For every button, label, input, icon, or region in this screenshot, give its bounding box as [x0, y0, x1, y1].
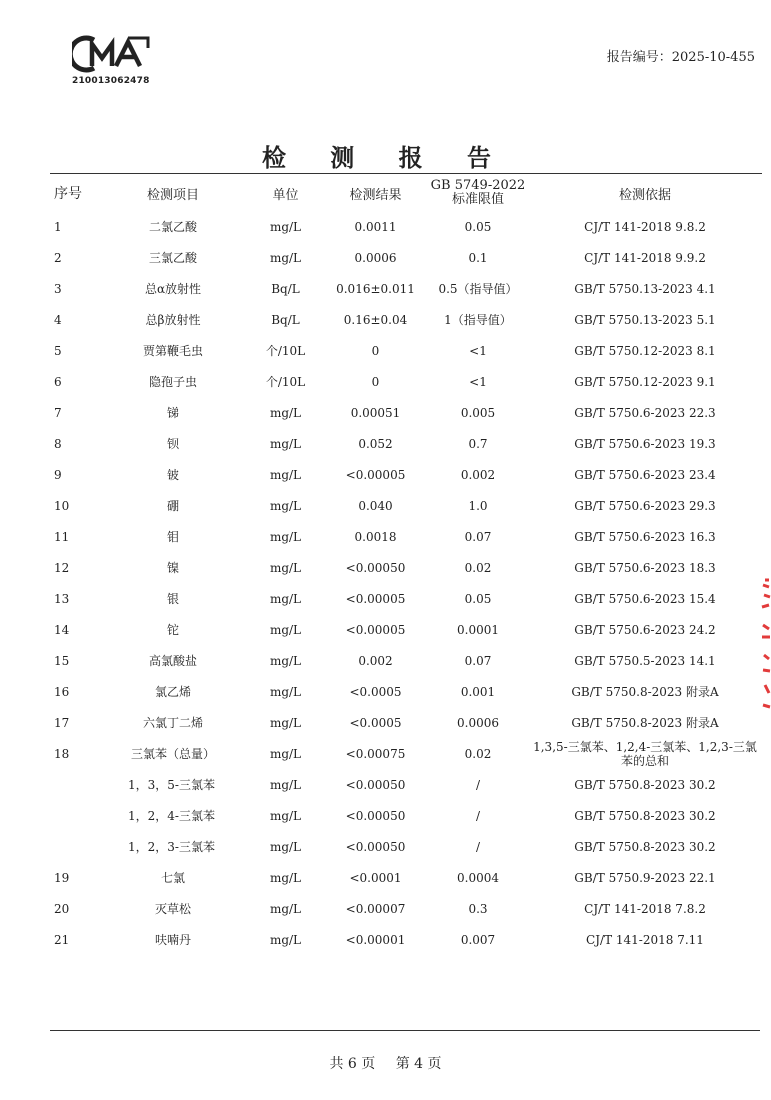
test-method: GB/T 5750.8-2023 30.2 [574, 839, 716, 854]
test-method: GB/T 5750.12-2023 8.1 [574, 343, 716, 358]
test-result: 0.016±0.011 [336, 281, 415, 296]
report-number: 报告编号：2025-10-455 [606, 50, 755, 65]
table-row [50, 521, 762, 552]
test-item: 七氯 [160, 871, 185, 885]
standard-limit: 0.3 [468, 901, 488, 916]
results-table [50, 175, 762, 955]
test-result: <0.00050 [345, 560, 406, 575]
row-number: 18 [54, 746, 70, 761]
table-row [50, 645, 762, 676]
row-number: 13 [54, 591, 70, 606]
standard-limit: 0.02 [464, 746, 492, 761]
cma-logo [72, 34, 154, 86]
row-number: 11 [54, 529, 70, 544]
table-row [50, 490, 762, 521]
table-row [50, 304, 762, 335]
test-method: GB/T 5750.8-2023 30.2 [574, 777, 716, 792]
row-number: 5 [54, 343, 62, 358]
test-result: <0.00050 [345, 839, 406, 854]
table-row [50, 800, 762, 831]
row-number: 3 [54, 281, 62, 296]
test-method: GB/T 5750.6-2023 19.3 [574, 436, 716, 451]
unit: 个/10L [265, 375, 306, 389]
standard-limit: <1 [469, 374, 487, 389]
test-item: 银 [166, 592, 179, 606]
standard-limit: / [475, 777, 481, 792]
table-row [50, 769, 762, 800]
unit: 个/10L [265, 344, 306, 358]
test-result: <0.00001 [345, 932, 406, 947]
col-header-standard-code: GB 5749-2022 [430, 178, 526, 193]
test-method: GB/T 5750.8-2023 30.2 [574, 808, 716, 823]
standard-limit: 0.002 [460, 467, 496, 482]
test-item: 六氯丁二烯 [142, 716, 203, 730]
row-number: 2 [54, 250, 62, 265]
unit: mg/L [269, 529, 302, 544]
test-item: 1，2，4-三氯苯 [128, 809, 215, 823]
table-row [50, 366, 762, 397]
test-result: 0.0006 [354, 250, 397, 265]
test-result: <0.0001 [349, 870, 402, 885]
row-number: 10 [54, 498, 70, 513]
test-result: <0.00075 [345, 746, 406, 761]
current-page: 第 4 页 [395, 1056, 442, 1072]
unit: mg/L [269, 467, 302, 482]
unit: mg/L [269, 808, 302, 823]
cma-certificate-number: 210013062478 [72, 76, 150, 86]
test-item: 钡 [166, 437, 179, 451]
row-number: 1 [54, 219, 62, 234]
table-row [50, 335, 762, 366]
test-result: <0.00005 [345, 591, 406, 606]
unit: Bq/L [271, 312, 300, 327]
test-method: CJ/T 141-2018 7.11 [586, 932, 704, 947]
standard-limit: 0.005 [460, 405, 496, 420]
test-item: 高氯酸盐 [148, 654, 197, 668]
test-result: 0 [371, 374, 380, 389]
unit: mg/L [269, 250, 302, 265]
row-number: 4 [54, 312, 62, 327]
standard-limit: 0.05 [464, 219, 492, 234]
row-number: 16 [54, 684, 70, 699]
test-method: GB/T 5750.8-2023 附录A [571, 685, 719, 699]
table-row [50, 242, 762, 273]
footer-rule [50, 1030, 760, 1031]
test-method: CJ/T 141-2018 9.8.2 [584, 219, 706, 234]
row-number: 20 [54, 901, 70, 916]
table-row [50, 459, 762, 490]
page-title: 检 测 报 告 [261, 143, 510, 172]
standard-limit: 1.0 [468, 498, 488, 513]
test-item: 三氯苯（总量） [130, 747, 215, 761]
test-item: 镍 [166, 561, 179, 575]
test-item: 总β放射性 [145, 313, 201, 327]
col-header-item: 检测项目 [146, 187, 199, 203]
row-number [50, 831, 98, 862]
standard-limit: 0.0006 [457, 715, 499, 730]
test-method: GB/T 5750.12-2023 9.1 [574, 374, 716, 389]
row-number: 14 [54, 622, 70, 637]
col-header-basis: 检测依据 [618, 187, 671, 203]
standard-limit: / [475, 808, 481, 823]
test-result: 0 [371, 343, 380, 358]
standard-limit: 0.07 [464, 653, 492, 668]
unit: mg/L [269, 839, 302, 854]
table-row [50, 614, 762, 645]
test-result: 0.0018 [354, 529, 397, 544]
row-number: 15 [54, 653, 70, 668]
unit: mg/L [269, 591, 302, 606]
test-result: <0.0005 [349, 684, 402, 699]
test-method: 1,3,5-三氯苯、1,2,4-三氯苯、1,2,3-三氯苯的总和 [533, 739, 757, 768]
unit: mg/L [269, 901, 302, 916]
col-header-standard-limit: 标准限值 [451, 192, 504, 207]
table-row [50, 583, 762, 614]
test-method: CJ/T 141-2018 7.8.2 [584, 901, 706, 916]
row-number: 6 [54, 374, 62, 389]
page-footer [0, 1053, 771, 1073]
test-result: 0.002 [358, 653, 393, 668]
col-header-unit: 单位 [272, 187, 299, 203]
test-item: 1，3，5-三氯苯 [128, 778, 215, 792]
cma-seal-icon [72, 34, 152, 74]
test-result: 0.040 [358, 498, 393, 513]
row-number: 9 [54, 467, 62, 482]
row-number: 21 [54, 932, 70, 947]
row-number: 7 [54, 405, 62, 420]
table-row [50, 707, 762, 738]
standard-limit: / [475, 839, 481, 854]
standard-limit: 0.05 [464, 591, 492, 606]
test-method: GB/T 5750.13-2023 5.1 [574, 312, 716, 327]
unit: mg/L [269, 684, 302, 699]
table-row [50, 738, 762, 769]
test-item: 铍 [166, 468, 179, 482]
test-result: <0.0005 [349, 715, 402, 730]
test-method: GB/T 5750.5-2023 14.1 [574, 653, 716, 668]
unit: mg/L [269, 436, 302, 451]
test-method: GB/T 5750.8-2023 附录A [571, 716, 719, 730]
standard-limit: 0.007 [460, 932, 496, 947]
unit: Bq/L [271, 281, 300, 296]
test-result: <0.00005 [345, 467, 406, 482]
table-row [50, 862, 762, 893]
unit: mg/L [269, 498, 302, 513]
total-pages: 共 6 页 [329, 1056, 376, 1072]
row-number: 17 [54, 715, 70, 730]
test-result: <0.00005 [345, 622, 406, 637]
row-number: 12 [54, 560, 70, 575]
test-result: 0.052 [358, 436, 393, 451]
test-item: 隐孢子虫 [148, 375, 197, 389]
test-result: <0.00050 [345, 808, 406, 823]
standard-limit: 1（指导值） [444, 313, 512, 327]
col-header-result: 检测结果 [349, 187, 402, 203]
table-row [50, 676, 762, 707]
standard-limit: 0.0004 [457, 870, 499, 885]
table-row [50, 273, 762, 304]
test-method: GB/T 5750.13-2023 4.1 [574, 281, 716, 296]
test-method: GB/T 5750.6-2023 15.4 [574, 591, 716, 606]
test-item: 1，2，3-三氯苯 [128, 840, 215, 854]
test-method: GB/T 5750.6-2023 29.3 [574, 498, 716, 513]
standard-limit: 0.7 [468, 436, 488, 451]
test-item: 氯乙烯 [154, 685, 191, 699]
table-row [50, 211, 762, 242]
table-row [50, 924, 762, 955]
test-method: GB/T 5750.6-2023 24.2 [574, 622, 716, 637]
test-item: 三氯乙酸 [148, 251, 197, 265]
test-item: 二氯乙酸 [148, 220, 197, 234]
unit: mg/L [269, 715, 302, 730]
unit: mg/L [269, 560, 302, 575]
table-row [50, 397, 762, 428]
table-header-row [50, 175, 762, 211]
standard-limit: 0.5（指导值） [438, 282, 518, 296]
unit: mg/L [269, 622, 302, 637]
test-item: 总α放射性 [144, 282, 202, 296]
unit: mg/L [269, 777, 302, 792]
test-item: 硼 [166, 499, 179, 513]
standard-limit: 0.1 [468, 250, 488, 265]
standard-limit: 0.0001 [457, 622, 499, 637]
test-method: GB/T 5750.6-2023 23.4 [574, 467, 716, 482]
test-item: 贾第鞭毛虫 [142, 344, 203, 358]
unit: mg/L [269, 405, 302, 420]
test-item: 钼 [166, 530, 179, 544]
col-header-standard [428, 175, 528, 211]
standard-limit: 0.07 [464, 529, 492, 544]
test-method: GB/T 5750.6-2023 22.3 [574, 405, 716, 420]
row-number: 19 [54, 870, 70, 885]
test-result: 0.00051 [350, 405, 401, 420]
test-result: <0.00007 [345, 901, 406, 916]
test-method: GB/T 5750.6-2023 18.3 [574, 560, 716, 575]
unit: mg/L [269, 219, 302, 234]
unit: mg/L [269, 653, 302, 668]
header-rule [50, 173, 762, 174]
test-item: 灭草松 [154, 902, 191, 916]
test-result: <0.00050 [345, 777, 406, 792]
table-row [50, 831, 762, 862]
table-row [50, 552, 762, 583]
test-item: 呋喃丹 [154, 933, 191, 947]
row-number [50, 800, 98, 831]
row-number [50, 769, 98, 800]
unit: mg/L [269, 870, 302, 885]
test-item: 铊 [166, 623, 179, 637]
test-method: GB/T 5750.6-2023 16.3 [574, 529, 716, 544]
table-row [50, 428, 762, 459]
unit: mg/L [269, 746, 302, 761]
col-header-seq: 序号 [54, 186, 82, 202]
row-number: 8 [54, 436, 62, 451]
test-result: 0.0011 [354, 219, 397, 234]
test-result: 0.16±0.04 [343, 312, 408, 327]
standard-limit: 0.001 [460, 684, 496, 699]
table-row [50, 893, 762, 924]
test-method: CJ/T 141-2018 9.9.2 [584, 250, 706, 265]
unit: mg/L [269, 932, 302, 947]
seal-stamp-edge [757, 575, 771, 725]
standard-limit: 0.02 [464, 560, 492, 575]
test-item: 锑 [166, 406, 179, 420]
standard-limit: <1 [469, 343, 487, 358]
test-method: GB/T 5750.9-2023 22.1 [574, 870, 716, 885]
